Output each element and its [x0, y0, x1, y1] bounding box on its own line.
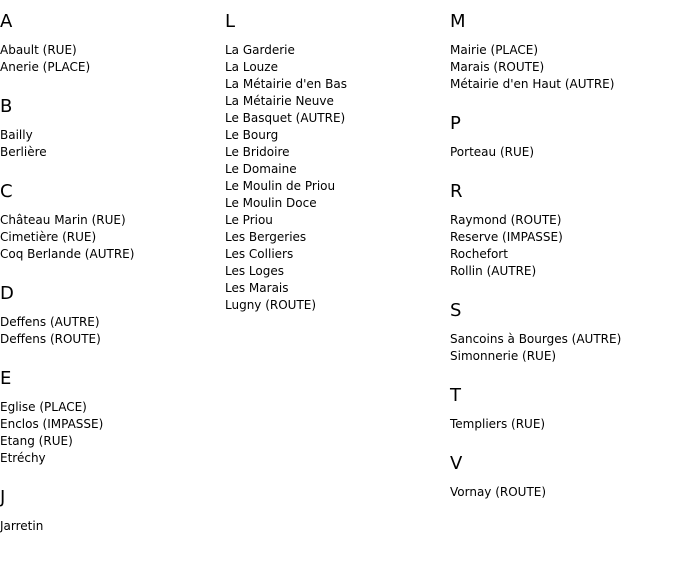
street-link[interactable]: Enclos (IMPASSE) — [0, 417, 104, 431]
street-link[interactable]: Les Marais — [225, 281, 289, 295]
street-link[interactable]: Etang (RUE) — [0, 434, 73, 448]
index-section — [450, 182, 675, 280]
street-link[interactable]: Les Loges — [225, 264, 284, 278]
street-link[interactable]: Le Priou — [225, 213, 273, 227]
index-column-3 — [450, 0, 675, 501]
street-link[interactable]: Sancoins à Bourges (AUTRE) — [450, 332, 622, 346]
street-link[interactable]: La Louze — [225, 60, 278, 74]
street-link[interactable]: Château Marin (RUE) — [0, 213, 126, 227]
street-link[interactable]: Simonnerie (RUE) — [450, 349, 557, 363]
section-letter-heading: B — [0, 96, 13, 117]
street-link[interactable]: Métairie d'en Haut (AUTRE) — [450, 77, 615, 91]
index-section — [450, 454, 675, 501]
street-link[interactable]: Vornay (ROUTE) — [450, 485, 547, 499]
street-link[interactable]: Anerie (PLACE) — [0, 60, 91, 74]
street-link[interactable]: Le Bridoire — [225, 145, 290, 159]
street-link[interactable]: Le Bourg — [225, 128, 279, 142]
index-section — [450, 114, 675, 161]
section-letter-heading: D — [0, 283, 14, 304]
street-list — [0, 518, 225, 535]
street-list — [225, 42, 450, 314]
index-column-1 — [0, 0, 225, 535]
street-link[interactable]: Le Domaine — [225, 162, 297, 176]
index-section — [450, 12, 675, 93]
street-list — [450, 144, 675, 161]
street-link[interactable]: Les Bergeries — [225, 230, 307, 244]
street-link[interactable]: Etréchy — [0, 451, 46, 465]
street-link[interactable]: Le Basquet (AUTRE) — [225, 111, 346, 125]
street-list — [450, 331, 675, 365]
section-letter-heading: C — [0, 181, 13, 202]
street-link[interactable]: Jarretin — [0, 519, 44, 533]
street-link[interactable]: Templiers (RUE) — [450, 417, 546, 431]
index-section — [450, 301, 675, 365]
index-section — [0, 369, 225, 467]
street-link[interactable]: Berlière — [0, 145, 47, 159]
street-list — [0, 399, 225, 467]
street-link[interactable]: La Métairie d'en Bas — [225, 77, 348, 91]
index-section — [450, 386, 675, 433]
index-column-2 — [225, 0, 450, 314]
street-list — [450, 212, 675, 280]
street-link[interactable]: Deffens (AUTRE) — [0, 315, 100, 329]
section-letter-heading: M — [450, 11, 466, 32]
street-link[interactable]: Mairie (PLACE) — [450, 43, 539, 57]
section-letter-heading: J — [0, 487, 6, 508]
section-letter-heading: A — [0, 11, 13, 32]
street-link[interactable]: Lugny (ROUTE) — [225, 298, 317, 312]
section-letter-heading: R — [450, 181, 463, 202]
index-section — [0, 97, 225, 161]
section-letter-heading: T — [450, 385, 461, 406]
street-link[interactable]: Les Colliers — [225, 247, 294, 261]
street-list — [450, 484, 675, 501]
street-list — [450, 416, 675, 433]
street-link[interactable]: Porteau (RUE) — [450, 145, 535, 159]
street-link[interactable]: Marais (ROUTE) — [450, 60, 545, 74]
street-link[interactable]: Raymond (ROUTE) — [450, 213, 562, 227]
street-link[interactable]: La Garderie — [225, 43, 295, 57]
index-section — [0, 12, 225, 76]
section-letter-heading: S — [450, 300, 462, 321]
street-link[interactable]: Rochefort — [450, 247, 508, 261]
street-link[interactable]: Abault (RUE) — [0, 43, 77, 57]
index-section — [0, 182, 225, 263]
section-letter-heading: L — [225, 11, 236, 32]
street-link[interactable]: Le Moulin de Priou — [225, 179, 336, 193]
street-list — [0, 127, 225, 161]
street-link[interactable]: Rollin (AUTRE) — [450, 264, 537, 278]
street-link[interactable]: Eglise (PLACE) — [0, 400, 87, 414]
street-list — [450, 42, 675, 93]
street-link[interactable]: Cimetière (RUE) — [0, 230, 97, 244]
street-list — [0, 314, 225, 348]
street-list — [0, 212, 225, 263]
street-link[interactable]: La Métairie Neuve — [225, 94, 334, 108]
section-letter-heading: V — [450, 453, 463, 474]
street-list — [0, 42, 225, 76]
index-section — [0, 488, 225, 535]
section-letter-heading: P — [450, 113, 461, 134]
street-link[interactable]: Deffens (ROUTE) — [0, 332, 101, 346]
street-link[interactable]: Coq Berlande (AUTRE) — [0, 247, 135, 261]
street-link[interactable]: Le Moulin Doce — [225, 196, 317, 210]
street-link[interactable]: Bailly — [0, 128, 33, 142]
index-section — [0, 284, 225, 348]
index-section — [225, 12, 450, 314]
section-letter-heading: E — [0, 368, 12, 389]
street-link[interactable]: Reserve (IMPASSE) — [450, 230, 563, 244]
